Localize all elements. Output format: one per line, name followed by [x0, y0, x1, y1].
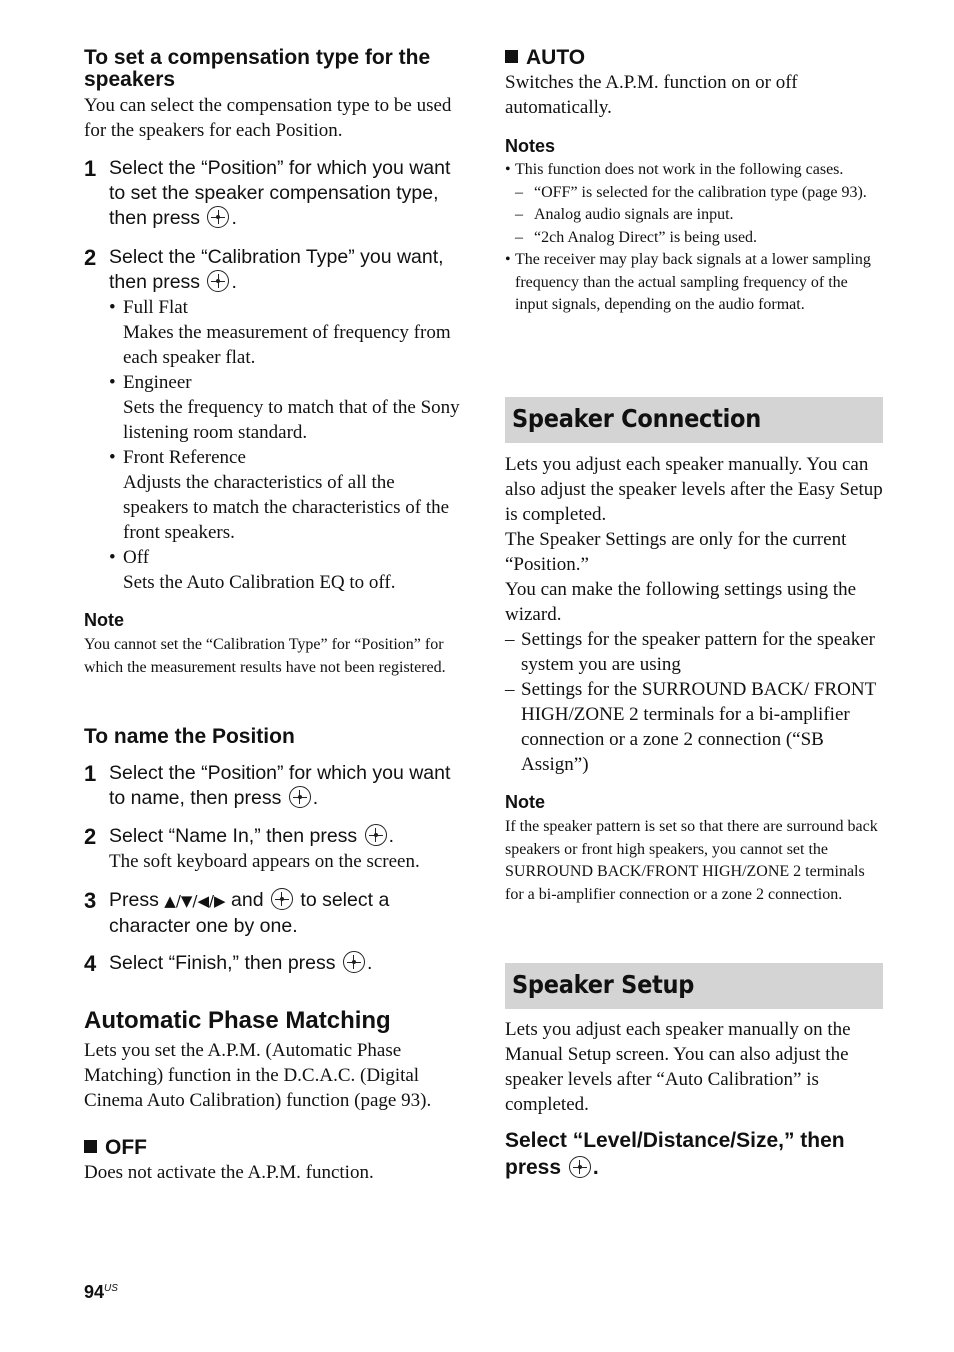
- enter-button-icon: [289, 786, 311, 808]
- list-item: – Settings for the speaker pattern for the speaker system you are using: [505, 629, 876, 675]
- list-item: • Off Sets the Auto Calibration EQ to off.: [109, 545, 462, 595]
- enter-button-icon: [365, 824, 387, 846]
- note-text: You cannot set the “Calibration Type” for “Position” for which the measurement results have not been registered.: [84, 636, 446, 676]
- enter-button-icon: [207, 270, 229, 292]
- step-number: 1: [84, 761, 97, 786]
- enter-button-icon: [207, 206, 229, 228]
- step-number: 1: [84, 156, 97, 181]
- step-text: Select the “Position” for which you want to set the speaker compensation type, then press: [109, 157, 451, 229]
- list-item: – Settings for the SURROUND BACK/ FRONT HIGH/ZONE 2 terminals for a bi-amplifier connection or a zone 2 connection (“SB Assign”): [505, 679, 876, 775]
- compensation-intro: You can select the compensation type to be used for the speakers for each Position.: [84, 95, 452, 141]
- name-step-3: 3 Press ▲/▼/◀/▶ and to select a character one by one.: [84, 888, 390, 937]
- section-title: Speaker Setup: [512, 970, 695, 999]
- calibration-type-list: [109, 295, 462, 595]
- list-item: • Engineer Sets the frequency to match that of the Sony listening room standard.: [109, 370, 462, 445]
- step-text: Select “Finish,” then press: [109, 952, 336, 974]
- paragraph: Lets you adjust each speaker manually. You can also adjust the speaker levels after the Easy Setup is completed.: [505, 454, 883, 525]
- note-heading: Note: [84, 610, 124, 630]
- apm-text: Lets you set the A.P.M. (Automatic Phase Matching) function in the D.C.A.C. (Digital Cinema Auto Calibration) function (page 93).: [84, 1040, 432, 1111]
- enter-button-icon: [343, 951, 365, 973]
- apm-heading: Automatic Phase Matching: [84, 1007, 391, 1034]
- enter-button-icon: [569, 1156, 591, 1178]
- paragraph: You can make the following settings using the wizard.: [505, 579, 857, 625]
- step-number: 2: [84, 824, 97, 849]
- section-title: Speaker Connection: [512, 404, 761, 433]
- speaker-connection-band: [505, 397, 883, 443]
- black-square-icon: [84, 1140, 97, 1153]
- speaker-setup-text: Lets you adjust each speaker manually on the Manual Setup screen. You can also adjust the speaker levels after “Auto Calibration” is completed.: [505, 1019, 851, 1115]
- list-item: • The receiver may play back signals at a lower sampling frequency than the actual sampling frequency of the input signals, depending on the audio format.: [505, 251, 871, 313]
- list-item: • This function does not work in the following cases.: [505, 161, 844, 178]
- auto-heading: AUTO: [505, 47, 883, 69]
- enter-button-icon: [271, 888, 293, 910]
- notes-heading: Notes: [505, 136, 556, 156]
- step-text: Select the “Calibration Type” you want, then press: [109, 246, 444, 293]
- region-code: US: [104, 1283, 118, 1294]
- list-item: – “2ch Analog Direct” is being used.: [515, 228, 758, 246]
- black-square-icon: [505, 50, 518, 63]
- list-item: • Full Flat Makes the measurement of frequency from each speaker flat.: [109, 295, 462, 370]
- list-item: – Analog audio signals are input.: [515, 206, 734, 223]
- name-step-1: 1 Select the “Position” for which you want to name, then press .: [84, 761, 451, 809]
- list-item: • Front Reference Adjusts the characteristics of all the speakers to match the characteristics of the front speakers.: [109, 445, 462, 545]
- name-step-4: 4 Select “Finish,” then press .: [84, 951, 373, 976]
- speaker-setup-band: [505, 963, 883, 1009]
- auto-text: Switches the A.P.M. function on or off automatically.: [505, 72, 798, 118]
- step-number: 3: [84, 888, 97, 913]
- name-position-heading: To name the Position: [84, 725, 295, 748]
- name-step-2: 2 Select “Name In,” then press . The soft keyboard appears on the screen.: [84, 824, 462, 874]
- paragraph: The Speaker Settings are only for the current “Position.”: [505, 529, 847, 575]
- step-subtext: The soft keyboard appears on the screen.: [109, 851, 420, 872]
- step-text: Select “Name In,” then press: [109, 825, 358, 847]
- speaker-setup-subheading: Select “Level/Distance/Size,” then press .: [505, 1129, 845, 1179]
- off-heading: OFF: [84, 1137, 462, 1159]
- note-text: If the speaker pattern is set so that there are surround back speakers or front high speakers, you cannot set the SURROUND BACK/FRONT HIGH/ZONE 2 terminals for a bi-amplifier connection or a zone 2 connection.: [505, 818, 878, 903]
- page-number: $94^{US}$: [84, 1282, 118, 1302]
- comp-step-1: 1 Select the “Position” for which you want to set the speaker compensation type, then press .: [84, 156, 451, 229]
- arrow-keys-icon: ▲/▼/◀/▶: [164, 892, 226, 910]
- notes-body: [505, 159, 883, 317]
- compensation-heading: To set a compensation type for the speakers: [84, 46, 431, 91]
- off-text: Does not activate the A.P.M. function.: [84, 1162, 374, 1183]
- list-item: – “OFF” is selected for the calibration type (page 93).: [515, 183, 867, 201]
- note-heading: Note: [505, 792, 545, 812]
- step-text: Select the “Position” for which you want to name, then press: [109, 762, 451, 809]
- step-number: 4: [84, 951, 97, 976]
- comp-step-2: 2 Select the “Calibration Type” you want, then press . • Full Flat Makes the measurement of frequency from each speaker flat. • Engineer Sets the frequency to match that of the Sony listening room standard. • Front Reference Adjusts the characteristics of all the speakers to match the characteristics of the front speakers. • Off Sets the Auto Calibration EQ to off.: [84, 245, 462, 595]
- speaker-connection-body: [505, 452, 883, 777]
- step-number: 2: [84, 245, 97, 270]
